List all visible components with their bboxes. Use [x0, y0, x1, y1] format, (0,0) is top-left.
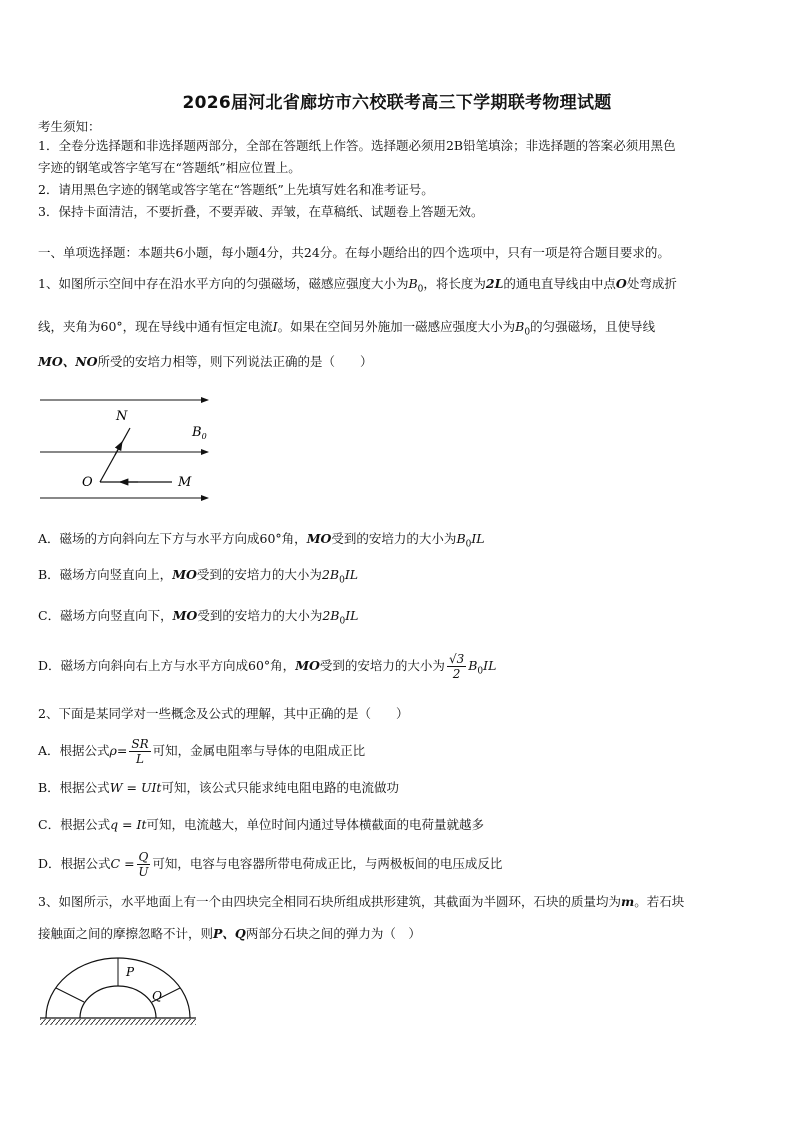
section-heading: 一、单项选择题：本题共6小题，每小题4分，共24分。在每小题给出的四个选项中，只有一项是符合题目要求的。 — [38, 245, 670, 260]
label-B0: $B_0$ — [192, 425, 207, 441]
notice-item-3: 3．保持卡面清洁，不要折叠，不要弄破、弄皱，在草稿纸、试题卷上答题无效。 — [38, 204, 484, 219]
q1-line-2: 线，夹角为60°，现在导线中通有恒定电流I。如果在空间另外施加一磁感应强度大小为$B_0$的匀强磁场，且使导线 — [38, 319, 656, 338]
q2-option-b: B．根据公式W = UIt可知，该公式只能求纯电阻电路的电流做功 — [38, 780, 399, 795]
label-Q: Q — [152, 989, 162, 1003]
label-P: P — [126, 965, 135, 979]
q1-option-a: A．磁场的方向斜向左下方与水平方向成60°角，MO受到的安培力的大小为$B_0IL$ — [38, 531, 485, 550]
q2-option-c: C．根据公式q = It可知，电流越大，单位时间内通过导体横截面的电荷量就越多 — [38, 817, 484, 832]
q1-option-b: B．磁场方向竖直向上，MO受到的安培力的大小为$2B_0IL$ — [38, 567, 359, 586]
label-O: O — [82, 475, 93, 490]
label-N: N — [116, 409, 128, 424]
q1-option-c: C．磁场方向竖直向下，MO受到的安培力的大小为$2B_0IL$ — [38, 608, 359, 627]
q1-line-3: MO、NO所受的安培力相等，则下列说法正确的是（ ） — [38, 354, 373, 369]
q3-line-1: 3、如图所示，水平地面上有一个由四块完全相同石块所组成拱形建筑，其截面为半圆环，石块的质量均为m。若石块 — [38, 894, 685, 909]
q2-option-d: D．根据公式C = $\frac{Q}{U}$ 可知，电容与电容器所带电荷成正比，与两极板间的电压成反比 — [38, 850, 503, 879]
ground-hatch — [40, 1019, 196, 1025]
q3-arch-figure — [38, 950, 198, 1028]
notice-heading: 考生须知： — [38, 119, 101, 134]
q1-option-d: D．磁场方向斜向右上方与水平方向成60°角，MO受到的安培力的大小为 $\frac{√3}{2}$ $B_0IL$ — [38, 652, 497, 681]
notice-item-2: 2．请用黑色字迹的钢笔或答字笔在“答题纸”上先填写姓名和准考证号。 — [38, 182, 434, 197]
q1-line-1: 1、如图所示空间中存在沿水平方向的匀强磁场，磁感应强度大小为$B_0$，将长度为2L的通电直导线由中点O处弯成折 — [38, 276, 677, 295]
label-M: M — [178, 475, 192, 490]
fraction-sqrt3-over-2: $\frac{√3}{2}$ — [448, 652, 465, 681]
q2-stem: 2、下面是某同学对一些概念及公式的理解，其中正确的是（ ） — [38, 706, 409, 721]
notice-item-1: 1．全卷分选择题和非选择题两部分，全部在答题纸上作答。选择题必须用2B铅笔填涂；非选择题的答案必须用黑色 — [38, 138, 676, 153]
current-arrow-ON — [115, 442, 122, 455]
inner-arc — [80, 986, 156, 1018]
q1-magnetic-field-figure — [38, 390, 218, 505]
notice-item-1-cont: 字迹的钢笔或答字笔写在“答题纸”相应位置上。 — [38, 160, 301, 175]
q2-option-a: A．根据公式ρ= $\frac{SR}{L}$ 可知，金属电阻率与导体的电阻成正比 — [38, 737, 366, 766]
joint-left — [56, 988, 84, 1002]
q3-line-2: 接触面之间的摩擦忽略不计，则P、Q两部分石块之间的弹力为（ ） — [38, 926, 421, 941]
page-title: 2026届河北省廊坊市六校联考高三下学期联考物理试题 — [182, 93, 612, 113]
